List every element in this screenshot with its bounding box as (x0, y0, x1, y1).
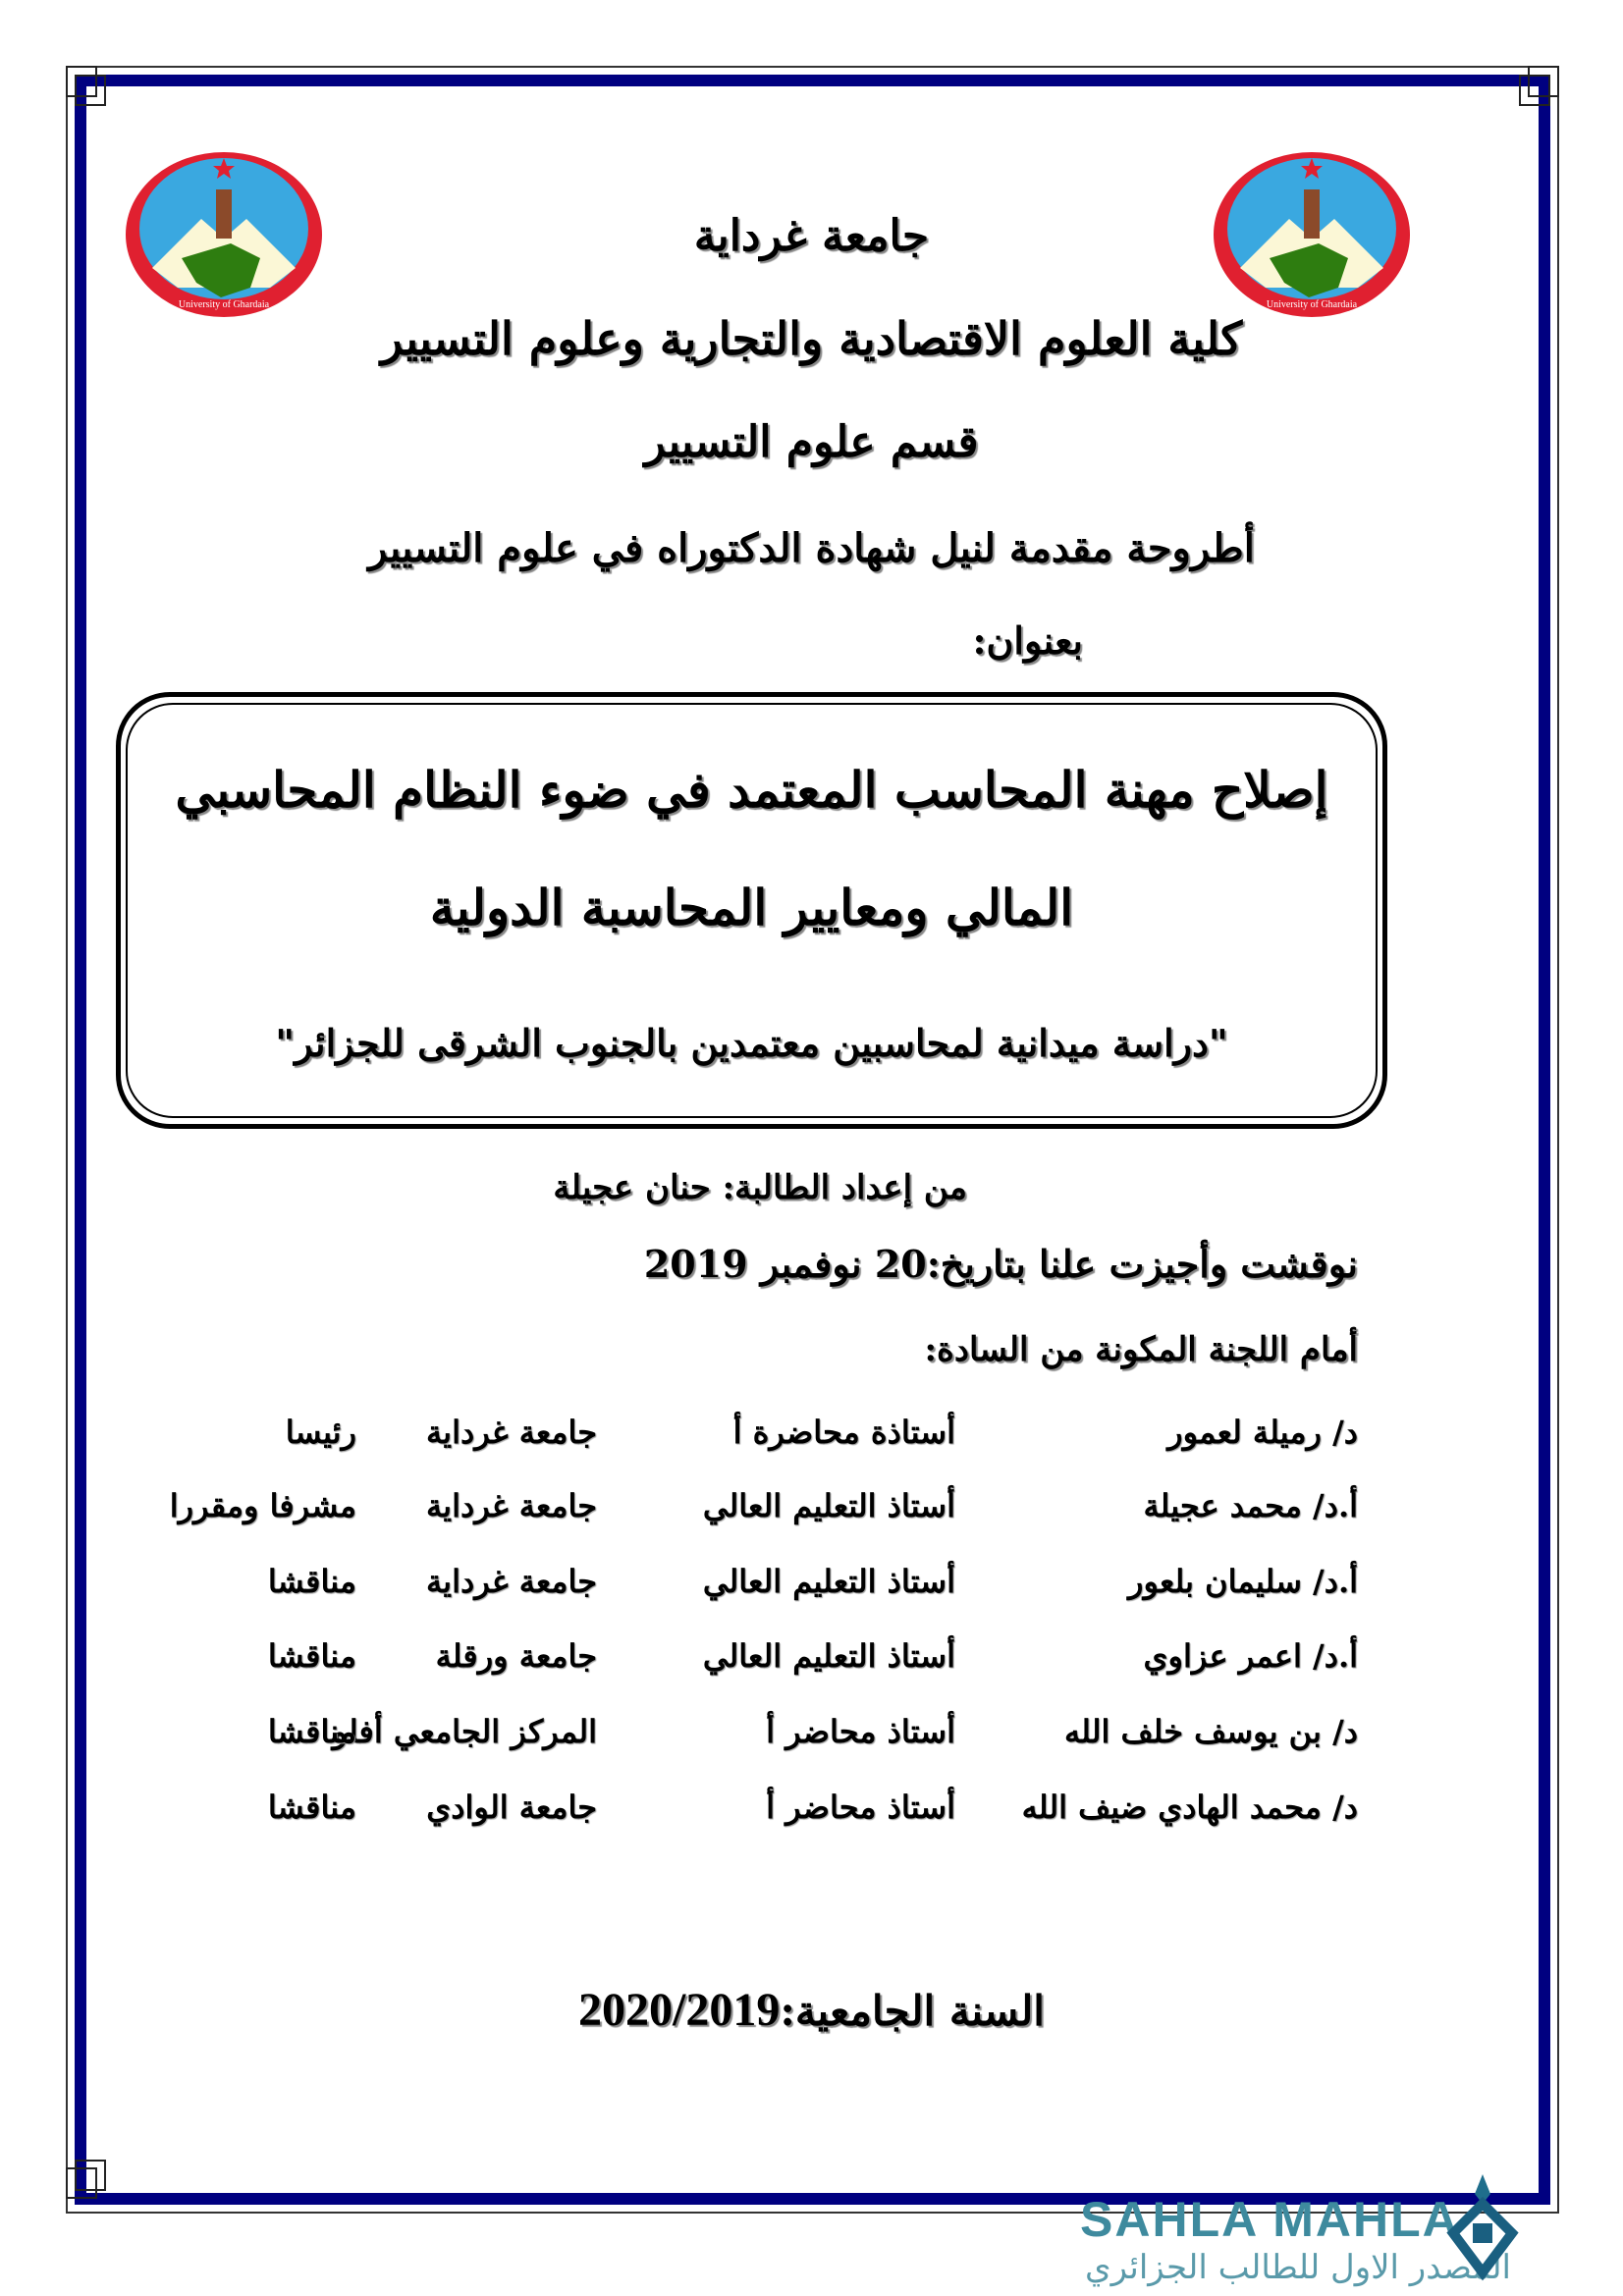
academic-year (0, 1983, 1623, 2037)
corner-ornament-bl-2 (75, 2160, 106, 2191)
thesis-title-line1: إصلاح مهنة المحاسب المعتمد في ضوء النظام المحاسبي (175, 761, 1328, 819)
corner-ornament-tr-2 (1519, 75, 1550, 106)
jury-university: المركز الجامعي أفلو (332, 1713, 597, 1750)
jury-role: مناقشا (267, 1713, 356, 1750)
corner-ornament-tl-2 (75, 75, 106, 106)
svg-text:University of Ghardaia: University of Ghardaia (178, 299, 270, 310)
jury-name: أ.د/ محمد عجيلة (1143, 1487, 1358, 1524)
jury-rank: أستاذة محاضرة أ (732, 1414, 955, 1451)
jury-rank: أستاذ التعليم العالي (702, 1487, 955, 1524)
defense-date: 20 نوفمبر 2019 (643, 1242, 927, 1286)
page-border-blue (75, 75, 1550, 2205)
committee-label: أمام اللجنة المكونة من السادة: (924, 1330, 1358, 1369)
academic-year-value: 2020/2019 (578, 1984, 781, 2036)
jury-rank: أستاذ محاضر أ (766, 1789, 955, 1826)
jury-name: أ.د/ اعمر عزاوي (1143, 1637, 1358, 1675)
jury-name: أ.د/ سليمان بلعور (1128, 1563, 1358, 1600)
jury-rank: أستاذ التعليم العالي (702, 1637, 955, 1675)
jury-row (0, 1414, 1623, 1472)
thesis-title-line2: المالي ومعايير المحاسبة الدولية (429, 879, 1074, 936)
jury-role: مناقشا (267, 1563, 356, 1600)
title-label: بعنوان: (972, 618, 1083, 663)
jury-row (0, 1637, 1623, 1696)
jury-university: جامعة غرداية (426, 1414, 597, 1451)
prepared-by: من إعداد الطالبة: حنان عجيلة (553, 1168, 967, 1207)
jury-university: جامعة غرداية (426, 1563, 597, 1600)
jury-rank: أستاذ التعليم العالي (702, 1563, 955, 1600)
jury-role: مناقشا (267, 1637, 356, 1675)
svg-text:University of Ghardaia: University of Ghardaia (1266, 299, 1358, 310)
jury-name: د/ محمد الهادي ضيف الله (1021, 1789, 1358, 1826)
jury-row (0, 1713, 1623, 1772)
university-name: جامعة غرداية (693, 211, 930, 261)
jury-rank: أستاذ محاضر أ (766, 1713, 955, 1750)
jury-university: جامعة الوادي (426, 1789, 597, 1826)
defense-date-line (644, 1242, 1358, 1286)
jury-row (0, 1563, 1623, 1622)
jury-role: مشرفا ومقررا (169, 1487, 356, 1524)
jury-role: رئيسا (285, 1414, 356, 1451)
jury-row (0, 1789, 1623, 1847)
department-name: قسم علوم التسيير (644, 417, 979, 467)
defense-prefix: نوقشت وأجيزت علنا بتاريخ: (926, 1242, 1358, 1286)
faculty-name: كلية العلوم الاقتصادية والتجارية وعلوم التسيير (380, 312, 1243, 365)
academic-year-label: السنة الجامعية: (780, 1987, 1045, 2035)
thesis-subtitle: "دراسة ميدانية لمحاسبين معتمدين بالجنوب الشرقى للجزائر" (275, 1021, 1228, 1065)
thesis-purpose: أطروحة مقدمة لنيل شهادة الدكتوراه في علوم التسيير (368, 525, 1255, 571)
jury-name: د/ رميلة لعمور (1167, 1414, 1358, 1451)
watermark-calligraphy-icon (1443, 2164, 1522, 2282)
watermark-tagline: المصدر الاول للطالب الجزائري (1085, 2248, 1511, 2287)
jury-row (0, 1487, 1623, 1546)
jury-university: جامعة ورقلة (435, 1637, 597, 1675)
jury-name: د/ بن يوسف خلف الله (1063, 1713, 1358, 1750)
jury-role: مناقشا (267, 1789, 356, 1826)
jury-university: جامعة غرداية (426, 1487, 597, 1524)
watermark-brand: SAHLA MAHLA (1080, 2192, 1460, 2247)
